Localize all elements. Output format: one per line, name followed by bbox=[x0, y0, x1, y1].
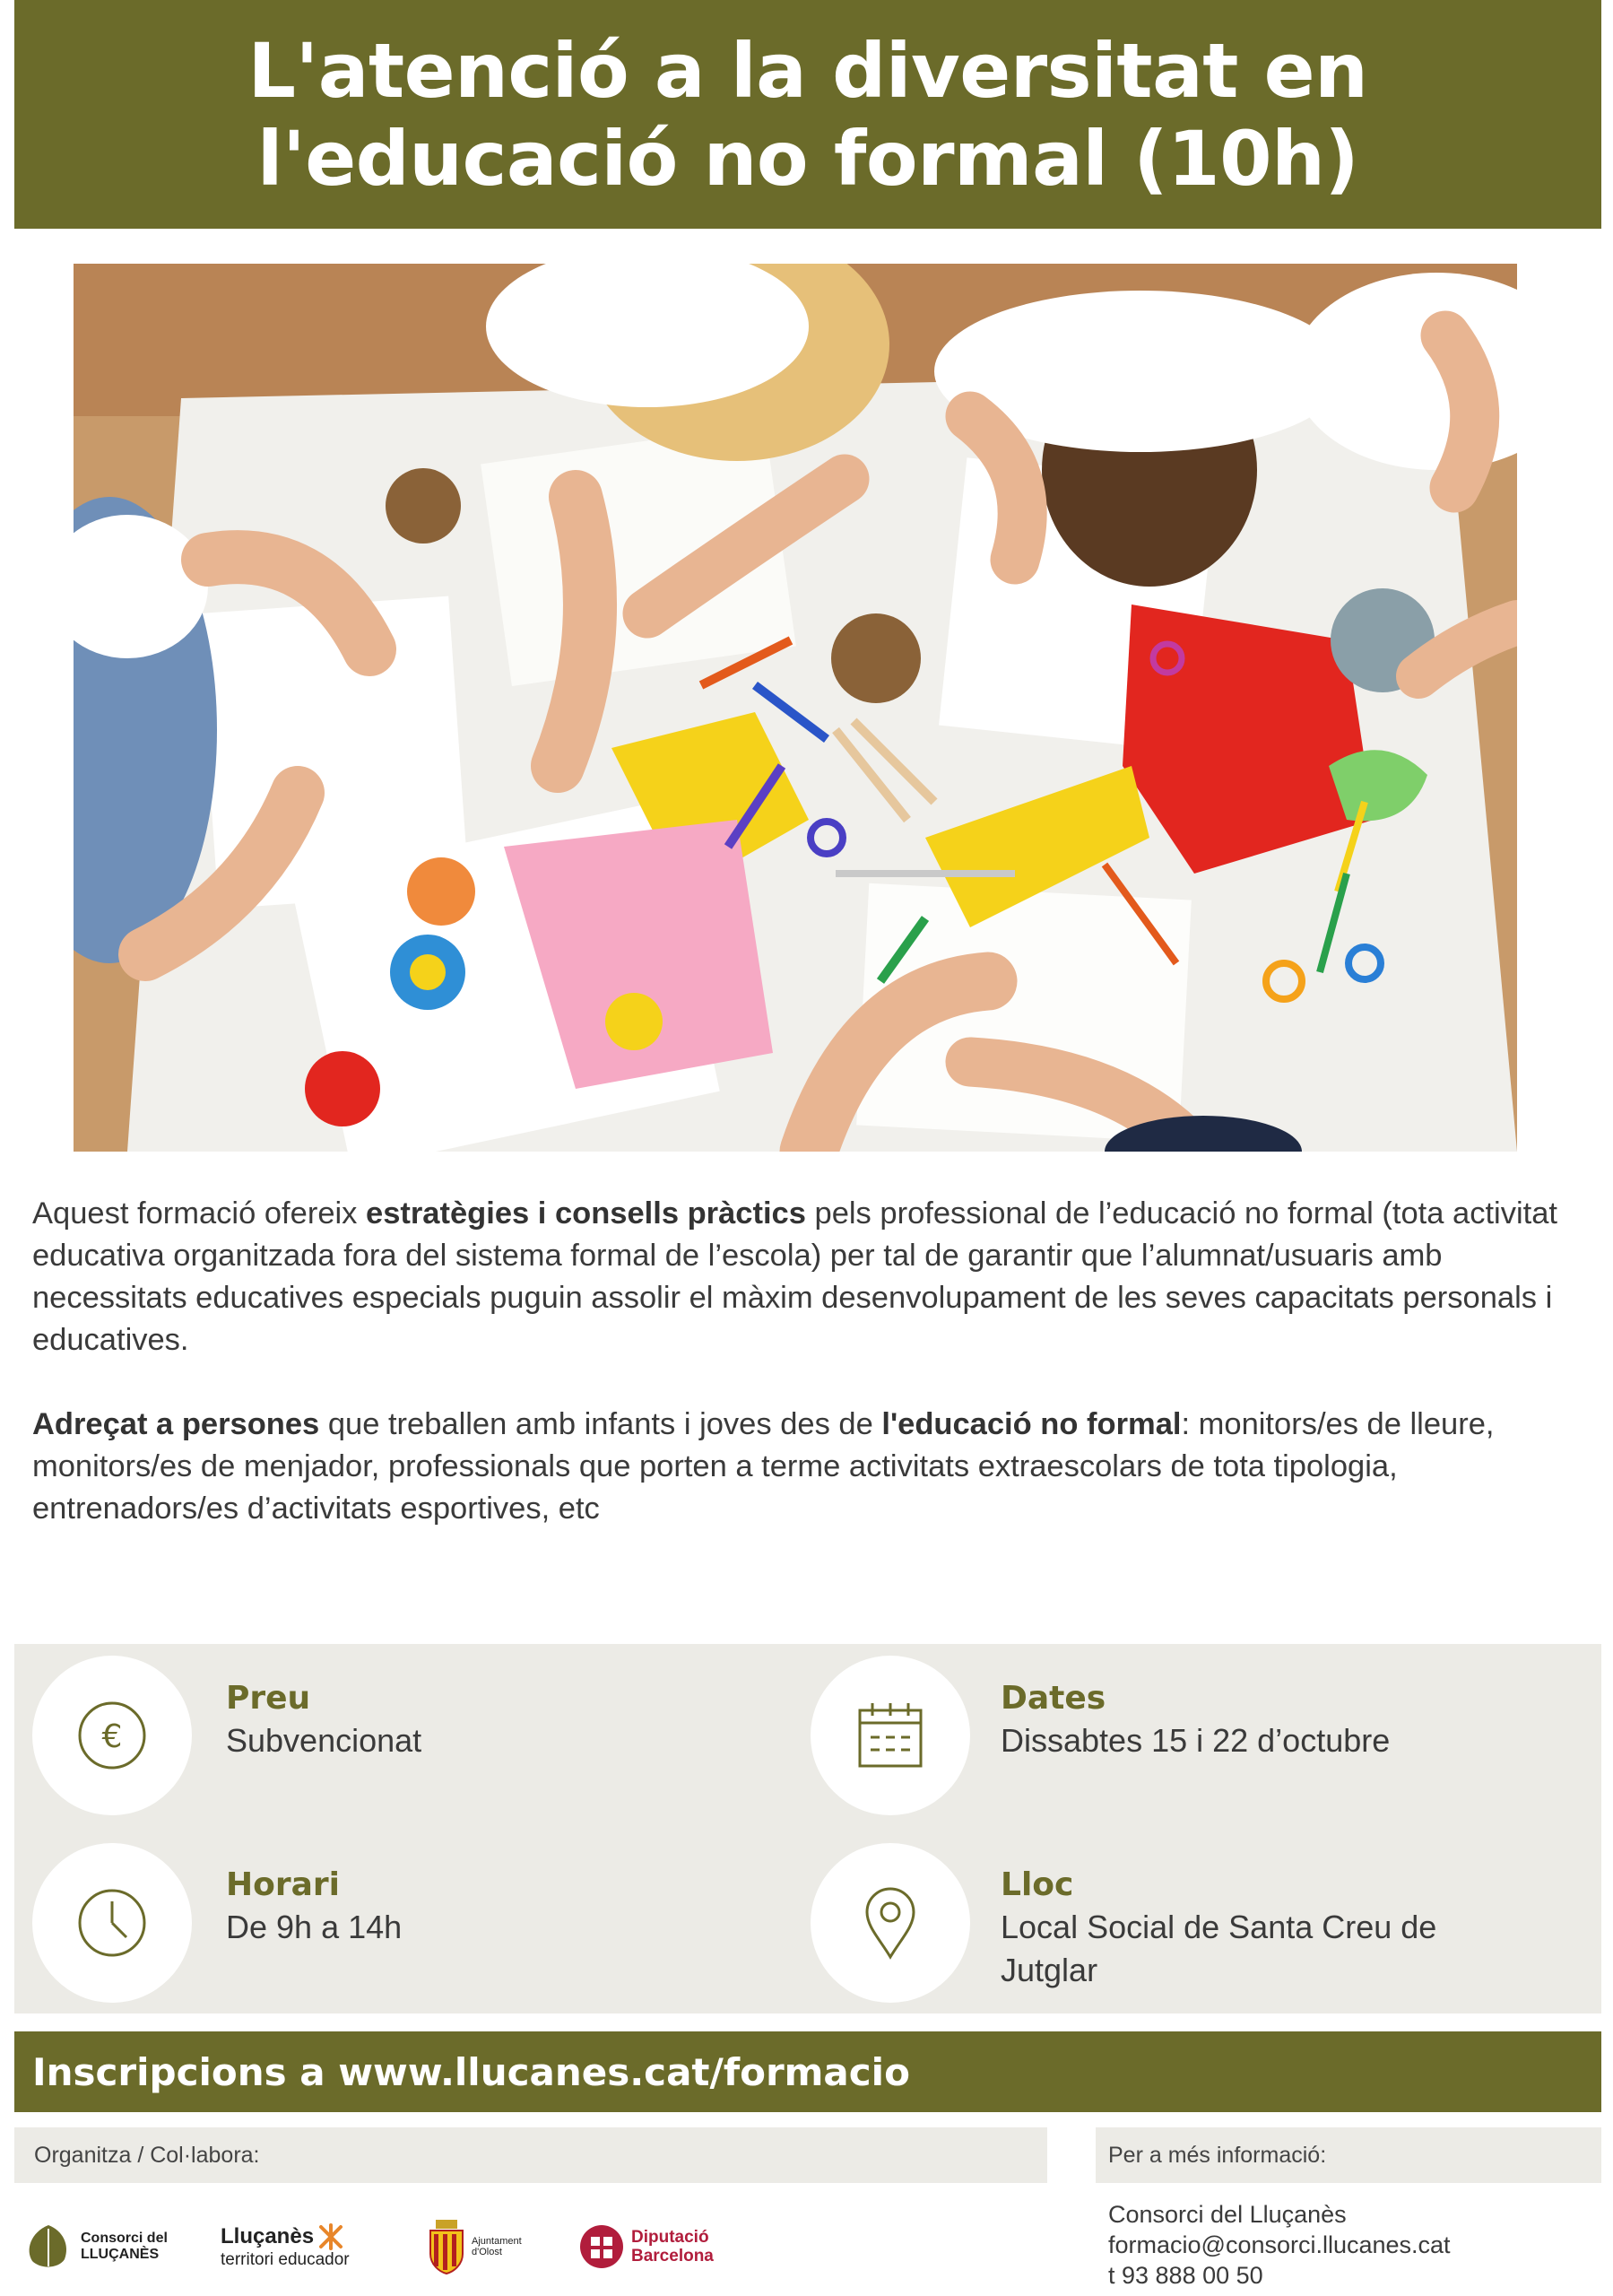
info-panel bbox=[14, 1644, 1601, 2013]
children-drawing-photo bbox=[74, 264, 1517, 1152]
intro-p2-text-1: que treballen amb infants i joves des de bbox=[319, 1407, 882, 1441]
euro-icon bbox=[74, 1698, 150, 1773]
contact-phone[interactable]: t 93 888 00 50 bbox=[1108, 2262, 1263, 2289]
hero-photo bbox=[74, 264, 1517, 1152]
diputacio-seal-icon bbox=[579, 2224, 624, 2269]
organizers-label-box bbox=[14, 2127, 1047, 2183]
price-value: Subvencionat bbox=[226, 1722, 422, 1759]
leaf-icon bbox=[23, 2222, 74, 2272]
location-icon-circle bbox=[811, 1843, 970, 2003]
schedule-label: Horari bbox=[226, 1866, 341, 1903]
header-band bbox=[14, 0, 1601, 229]
intro-p2-bold-2: l'educació no formal bbox=[881, 1407, 1182, 1441]
consorci-llucanes-logo bbox=[23, 2215, 168, 2278]
clock-icon-circle bbox=[32, 1843, 192, 2003]
consorci-logo-line1: Consorci del bbox=[81, 2231, 168, 2246]
intro-p1-start: Aquest formació ofereix bbox=[32, 1196, 367, 1231]
euro-icon-circle bbox=[32, 1656, 192, 1815]
clock-icon bbox=[74, 1885, 150, 1961]
more-info-label: Per a més informació: bbox=[1108, 2142, 1327, 2168]
intro-p2-text-2: : monitors/es de lleure, monitors/es de menjador, professionals que porten a terme activitats extraescolars de tota tipologia, entrenadors/es d’activitats esportives, etc bbox=[32, 1407, 1495, 1526]
title-line-2: l'educació no formal (10h) bbox=[256, 114, 1359, 203]
calendar-icon bbox=[853, 1698, 928, 1773]
calendar-icon-circle bbox=[811, 1656, 970, 1815]
organizers-label: Organitza / Col·labora: bbox=[34, 2142, 260, 2168]
diputacio-logo-line1: Diputació bbox=[631, 2228, 709, 2247]
contact-info bbox=[1108, 2199, 1592, 2291]
schedule-value: De 9h a 14h bbox=[226, 1909, 403, 1945]
intro-p1-end: pels professional de l’educació no formal (tota activitat educativa organitzada fora del sistema formal de l’escola) per tal de garantir que l’alumnat/usuaris amb necessitats educatives especials puguin assolir el màxim desenvolupament de les seves capacitats personals i educatives. bbox=[32, 1196, 1557, 1357]
intro-p2-bold-1: Adreçat a persones bbox=[32, 1407, 320, 1441]
svg-text:€: € bbox=[101, 1718, 123, 1755]
ajuntament-olost-logo bbox=[427, 2215, 522, 2278]
llucanes-territori-logo bbox=[221, 2215, 350, 2278]
registration-band bbox=[14, 2031, 1601, 2112]
intro-paragraph-1 bbox=[32, 1193, 1583, 1361]
dates-value: Dissabtes 15 i 22 d’octubre bbox=[1001, 1722, 1391, 1759]
logos-row bbox=[23, 2215, 1045, 2278]
contact-email[interactable]: formacio@consorci.llucanes.cat bbox=[1108, 2231, 1451, 2258]
ajuntament-logo-line1: Ajuntament bbox=[472, 2236, 522, 2247]
consorci-logo-line2: LLUÇANÈS bbox=[81, 2247, 160, 2262]
page-title bbox=[248, 27, 1368, 203]
diputacio-barcelona-logo bbox=[579, 2215, 714, 2278]
llucanes-logo-name: Lluçanès bbox=[221, 2224, 315, 2248]
intro-paragraph-2 bbox=[32, 1404, 1583, 1530]
registration-link[interactable]: Inscripcions a www.llucanes.cat/formacio bbox=[32, 2049, 910, 2094]
more-info-label-box bbox=[1096, 2127, 1601, 2183]
place-value: Local Social de Santa Creu de Jutglar bbox=[1001, 1909, 1437, 1988]
llucanes-logo-tag: territori educador bbox=[221, 2250, 350, 2269]
title-line-1: L'atenció a la diversitat en bbox=[247, 26, 1368, 115]
contact-name: Consorci del Lluçanès bbox=[1108, 2201, 1347, 2228]
coat-of-arms-icon bbox=[427, 2218, 466, 2275]
location-pin-icon bbox=[853, 1885, 928, 1961]
ajuntament-logo-line2: d'Olost bbox=[472, 2247, 502, 2257]
diputacio-logo-line2: Barcelona bbox=[631, 2247, 714, 2266]
star-burst-icon bbox=[317, 2223, 344, 2250]
price-label: Preu bbox=[226, 1680, 311, 1717]
dates-label: Dates bbox=[1001, 1680, 1106, 1717]
place-label: Lloc bbox=[1001, 1866, 1074, 1903]
intro-p1-bold: estratègies i consells pràctics bbox=[366, 1196, 806, 1231]
intro-text bbox=[32, 1193, 1583, 1572]
